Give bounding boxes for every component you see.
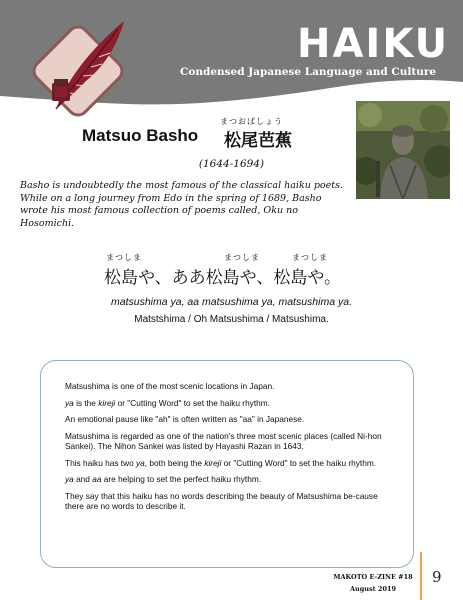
note-item: ya is the kireji or "Cutting Word" to set the haiku rhythm. <box>65 397 270 408</box>
poem-furigana: まつしま <box>224 253 260 262</box>
poem-japanese: 松島や、ああ松島や、松島や。 <box>104 268 341 288</box>
note-item: This haiku has two ya, both being the kireji or "Cutting Word" to set the haiku rhythm. <box>65 457 377 468</box>
note-item: ya and aa are helping to set the perfect haiku rhythm. <box>65 474 262 484</box>
title-japanese: 松尾芭蕉 <box>224 131 292 151</box>
poem-furigana: まつしま <box>292 253 328 262</box>
quill-and-inkwell-icon <box>20 13 136 129</box>
title-furigana: まつおばしょう <box>220 117 283 126</box>
haiku-logo: HAIKU <box>297 21 450 67</box>
page-number: 9 <box>432 568 442 586</box>
poem-romaji: matsushima ya, aa matsushima ya, matsushima ya. <box>110 296 352 308</box>
poem-furigana: まつしま <box>106 253 142 262</box>
footer-divider <box>420 552 422 600</box>
zine-name: MAKOTO E-ZINE #18 <box>333 573 413 581</box>
basho-statue-photo <box>356 101 450 199</box>
lifespan-dates: (1644-1694) <box>198 158 265 170</box>
note-item: Matsushima is regarded as one of the nation's three most scenic places (called Ni-hon Sankei). The Nihon Sankei was listed by Hayashi Razan in 1643. <box>65 430 382 451</box>
note-item: An emotional pause like "ah" is often written as "aa" in Japanese. <box>65 414 305 424</box>
haiku-poem <box>104 252 404 288</box>
issue-date: August 2019 <box>349 585 397 593</box>
title-english: Matsuo Basho <box>82 126 199 145</box>
intro-paragraph: Basho is undoubtedly the most famous of the classical haiku poets. While on a long journey from Edo in the spring of 1689, Basho wrote his most famous collection of poems called, Oku no Hosomichi. <box>20 180 343 229</box>
poem-translation: Matstshima / Oh Matsushima / Matsushima. <box>134 314 329 325</box>
article-title <box>70 116 370 156</box>
note-item: They say that this haiku has no words describing the beauty of Matsushima be-cause there are no words to describe it. <box>65 490 378 511</box>
notes-box <box>40 360 414 568</box>
header-tagline: Condensed Japanese Language and Culture <box>180 66 437 78</box>
note-item: Matsushima is one of the most scenic locations in Japan. <box>65 381 275 391</box>
